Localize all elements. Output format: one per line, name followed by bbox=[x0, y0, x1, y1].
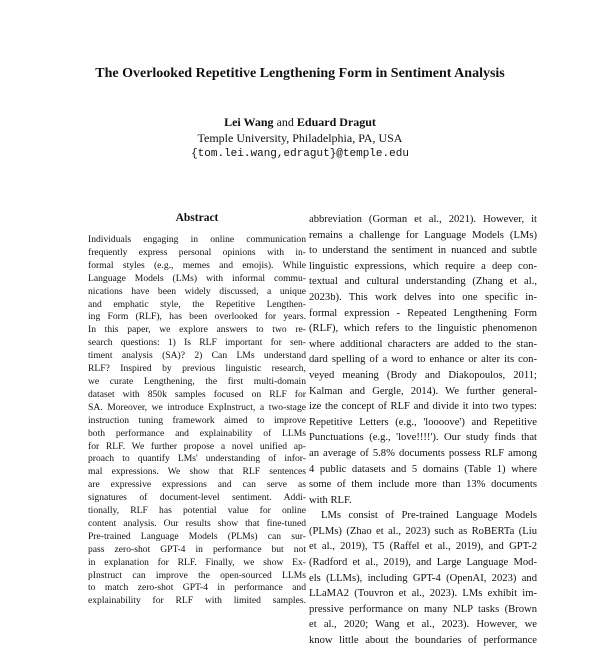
author-names bbox=[0, 114, 600, 130]
body-line: LMs consist of Pre-trained Language Models bbox=[321, 510, 537, 522]
author-conjunction: and bbox=[276, 115, 294, 129]
affiliation: Temple University, Philadelphia, PA, USA bbox=[197, 131, 403, 145]
abstract-line: instruction tuning framework aimed to improve bbox=[88, 414, 306, 426]
abstract-line: we curate Lengthening, the first multi-domain bbox=[88, 375, 306, 387]
abstract-line: content analysis. Our results show that fine-tuned bbox=[88, 517, 306, 529]
abstract-body bbox=[88, 234, 306, 608]
body-line: Repetitive Letters (e.g., 'loooove') and Repetitive bbox=[309, 416, 537, 428]
abstract-line: and emphatic style, the Repetitive Lengthen- bbox=[88, 298, 306, 310]
body-line: know little about the boundaries of performance bbox=[309, 635, 537, 647]
abstract-line: to match zero-shot GPT-4 in performance and bbox=[88, 582, 306, 594]
body-line: (RLF), which refers to the linguistic phenomenon bbox=[309, 323, 537, 335]
body-line: ize the concept of RLF and divide it into two types: bbox=[309, 401, 537, 413]
abstract-line: SA. Moreover, we introduce ExpInstruct, a two-stage bbox=[88, 401, 306, 413]
abstract-line: proach to quantify LMs' understanding of infor- bbox=[88, 453, 306, 465]
body-line: remains a challenge for Language Models (LMs) bbox=[309, 229, 537, 241]
abstract-line: In this paper, we explore answers to two re- bbox=[88, 324, 306, 336]
body-line: dard spelling of a word to enhance or alter its con- bbox=[309, 354, 537, 366]
body-line: some of them include more than 13% documents bbox=[309, 479, 537, 491]
body-line: textual and cultural understanding (Zhang et al., bbox=[309, 276, 537, 288]
abstract-line: formal styles (e.g., memes and emojis). While bbox=[88, 259, 306, 271]
body-line: to understand the sentiment in nuanced and subtle bbox=[309, 245, 537, 257]
body-line: 4 public datasets and 5 domains (Table 1) where bbox=[309, 463, 537, 475]
abstract-line: for RLF. We further propose a novel unified ap- bbox=[88, 440, 306, 452]
body-line: LLaMA2 (Touvron et al., 2023). LMs exhibit im- bbox=[309, 588, 537, 600]
abstract-line: ing Form (RLF), has been overlooked for years. bbox=[88, 311, 306, 323]
paper-title: The Overlooked Repetitive Lengthening Form in Sentiment Analysis bbox=[95, 66, 505, 81]
abstract-line: tionally, RLF has potential value for online bbox=[88, 505, 306, 517]
abstract-line: signatures of document-level sentiment. Addi- bbox=[88, 492, 306, 504]
body-line: et al., 2020; Wang et al., 2023). However, we bbox=[309, 619, 537, 631]
body-line: (PLMs) (Zhao et al., 2023) such as RoBERTa (Liu bbox=[309, 525, 537, 537]
abstract-line: both performance and explainability of LLMs bbox=[88, 427, 306, 439]
body-line: linguistic expressions, which require a deep con- bbox=[309, 260, 537, 272]
abstract-line: Language Models (LMs) with informal commu- bbox=[88, 272, 306, 284]
abstract-line: pass zero-shot GPT-4 in performance but not bbox=[88, 543, 306, 555]
abstract-line: timent analysis (SA)? 2) Can LMs understand bbox=[88, 350, 306, 362]
abstract-line: Pre-trained Language Models (PLMs) can sur- bbox=[88, 530, 306, 542]
body-line: veyed meaning (Brody and Diakopoulos, 2011; bbox=[309, 369, 537, 381]
body-line: et al., 2019), T5 (Raffel et al., 2019), and GPT-2 bbox=[309, 541, 537, 553]
author-email[interactable]: {tom.lei.wang,edragut}@temple.edu bbox=[191, 148, 409, 160]
body-line: abbreviation (Gorman et al., 2021). However, it bbox=[309, 214, 537, 225]
abstract-line: dataset with 850k samples focused on RLF for bbox=[88, 388, 306, 400]
body-line: where additional characters are added to the stan- bbox=[309, 338, 537, 350]
body-line: an average of 5.8% documents possess RLF among bbox=[309, 447, 537, 459]
author-name: Lei Wang bbox=[224, 115, 274, 129]
abstract-line: frequently express personal opinions with in- bbox=[88, 246, 306, 258]
author-name: Eduard Dragut bbox=[296, 115, 376, 129]
abstract-line: search questions: 1) Is RLF important for sen- bbox=[88, 337, 306, 349]
abstract-line: RLF? Inspired by previous linguistic research, bbox=[88, 363, 306, 375]
body-line: with RLF. bbox=[309, 494, 352, 506]
abstract-line: explainability for RLF with limited samples. bbox=[88, 595, 306, 607]
body-line: pressive performance on many NLP tasks (Brown bbox=[309, 603, 537, 615]
body-line: (Radford et al., 2019), and Large Language Mod- bbox=[309, 557, 537, 569]
author-block bbox=[0, 114, 600, 162]
body-line: formal expression - Repeated Lengthening Form bbox=[309, 307, 537, 319]
intro-column bbox=[309, 212, 537, 649]
body-line: 2023b). This work delves into one specific in- bbox=[309, 291, 537, 303]
abstract-line: nications have been widely discussed, a unique bbox=[88, 285, 306, 297]
body-line: els (LLMs), including GPT-4 (OpenAI, 2023) and bbox=[309, 572, 537, 584]
abstract-line: mal expressions. We show that RLF sentences bbox=[88, 466, 306, 478]
abstract-line: Individuals engaging in online communication bbox=[88, 234, 306, 245]
body-line: Kalman and Gergle, 2014). We further general- bbox=[309, 385, 537, 397]
abstract-line: are expressive expressions and can serve as bbox=[88, 479, 306, 491]
abstract-line: in explanation for RLF. Finally, we show Ex- bbox=[88, 556, 306, 568]
body-line: Punctuations (e.g., 'love!!!!'). Our study finds that bbox=[309, 432, 537, 444]
abstract-line: pInstruct can improve the open-sourced LLMs bbox=[88, 569, 306, 581]
abstract-heading: Abstract bbox=[175, 212, 219, 224]
